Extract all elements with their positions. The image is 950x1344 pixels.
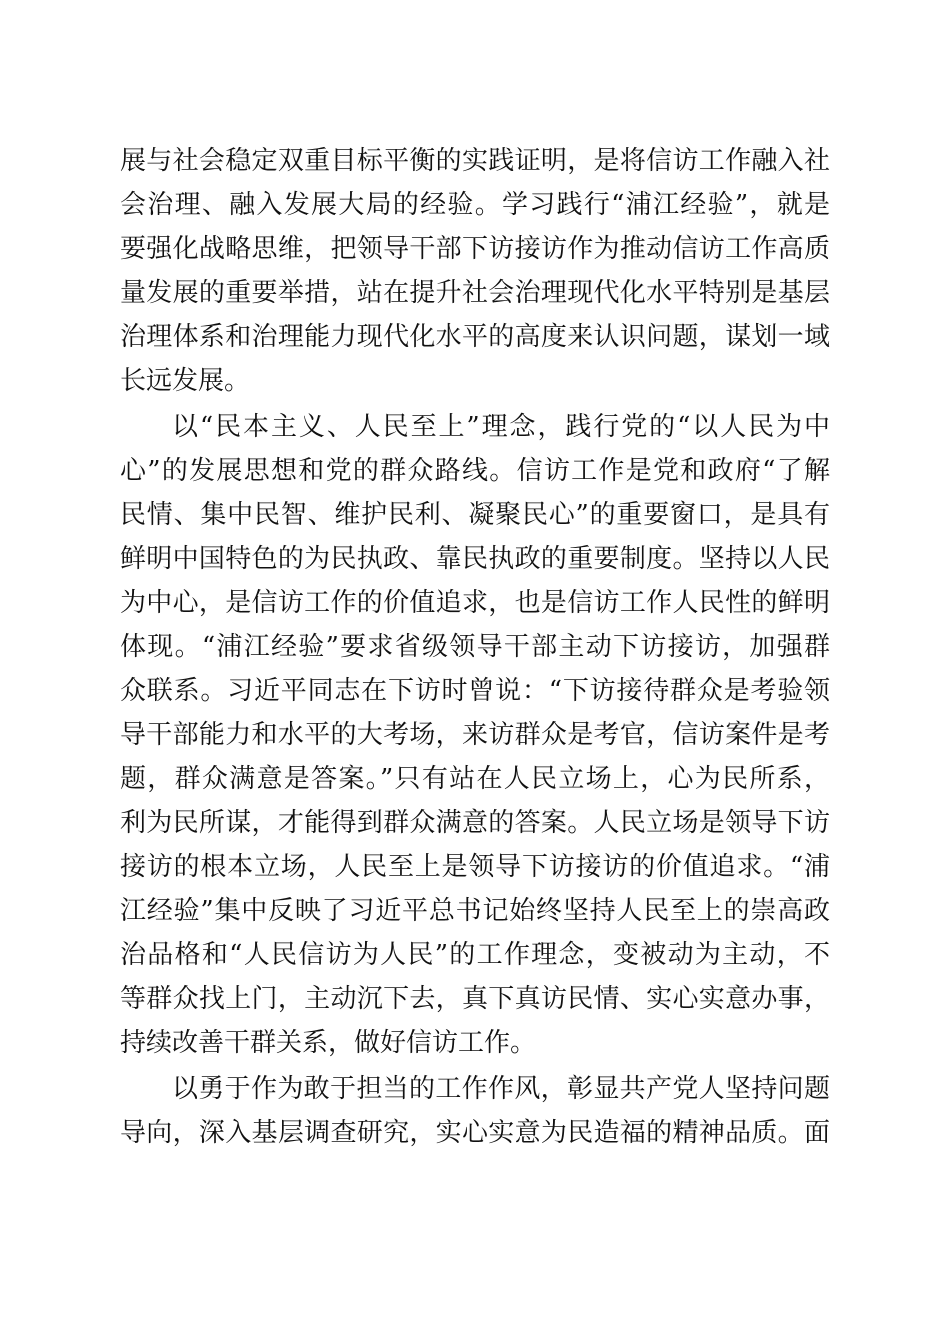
paragraph-line: 心”的发展思想和党的群众路线。信访工作是党和政府“了解 [120,456,830,486]
paragraph-line: 治品格和“人民信访为人民”的工作理念，变被动为主动，不 [120,940,830,970]
paragraph-line: 导干部能力和水平的大考场，来访群众是考官，信访案件是考 [120,720,830,750]
paragraph-line: 以勇于作为敢于担当的工作作风，彰显共产党人坚持问题 [172,1074,830,1104]
paragraph-line: 持续改善干群关系，做好信访工作。 [120,1028,537,1058]
paragraph-line: 众联系。习近平同志在下访时曾说：“下访接待群众是考验领 [120,676,830,706]
paragraph-line: 鲜明中国特色的为民执政、靠民执政的重要制度。坚持以人民 [120,544,830,574]
paragraph-line: 长远发展。 [120,366,251,396]
paragraph-line: 量发展的重要举措，站在提升社会治理现代化水平特别是基层 [120,278,830,308]
paragraph-line: 以“民本主义、人民至上”理念，践行党的“以人民为中 [172,412,830,442]
paragraph-line: 题，群众满意是答案。”只有站在人民立场上，心为民所系， [120,764,830,794]
paragraph-line: 治理体系和治理能力现代化水平的高度来认识问题，谋划一域 [120,322,830,352]
paragraph-line: 会治理、融入发展大局的经验。学习践行“浦江经验”，就是 [120,190,830,220]
paragraph-line: 要强化战略思维，把领导干部下访接访作为推动信访工作高质 [120,234,830,264]
paragraph-line: 为中心，是信访工作的价值追求，也是信访工作人民性的鲜明 [120,588,830,618]
paragraph-line: 展与社会稳定双重目标平衡的实践证明，是将信访工作融入社 [120,146,830,176]
paragraph-line: 江经验”集中反映了习近平总书记始终坚持人民至上的崇高政 [120,896,830,926]
paragraph-line: 导向，深入基层调查研究，实心实意为民造福的精神品质。面 [120,1118,830,1148]
paragraph-line: 等群众找上门，主动沉下去，真下真访民情、实心实意办事， [120,984,830,1014]
paragraph-line: 体现。“浦江经验”要求省级领导干部主动下访接访，加强群 [120,632,830,662]
paragraph-line: 接访的根本立场，人民至上是领导下访接访的价值追求。“浦 [120,852,830,882]
paragraph-line: 利为民所谋，才能得到群众满意的答案。人民立场是领导下访 [120,808,830,838]
paragraph-line: 民情、集中民智、维护民利、凝聚民心”的重要窗口，是具有 [120,500,830,530]
